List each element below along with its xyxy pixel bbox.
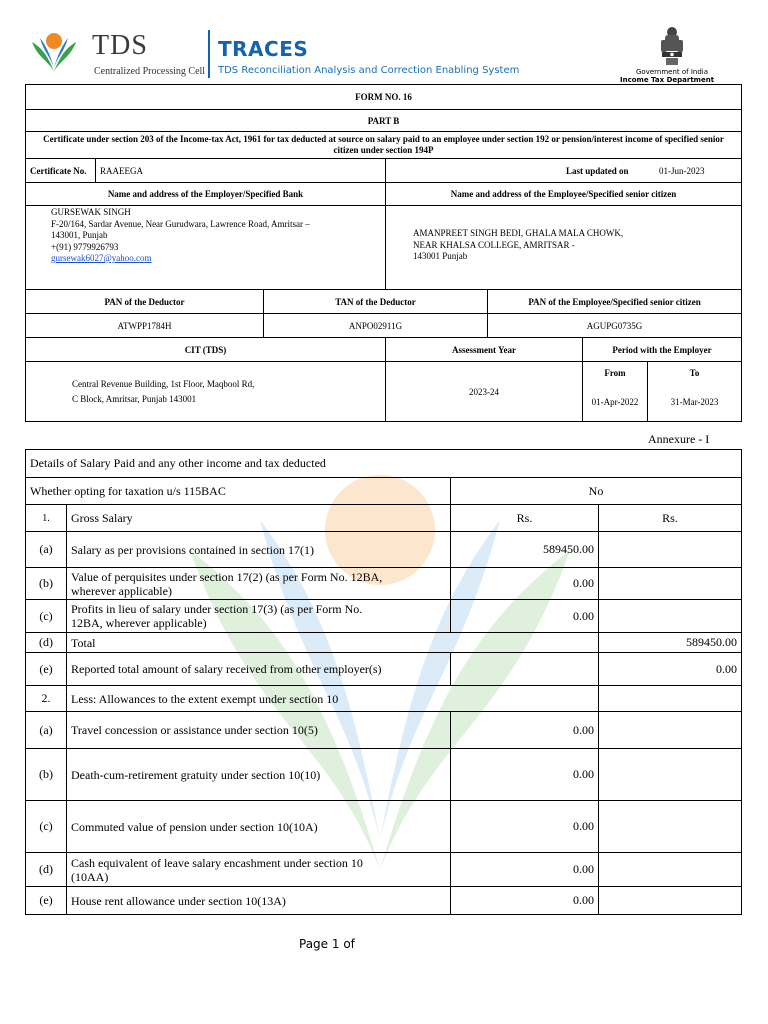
row-description: [67, 887, 451, 915]
cit-line1: Central Revenue Building, 1st Floor, Maqbool Rd,: [72, 378, 255, 389]
row-value: 0.00: [451, 749, 599, 801]
tan-deductor: ANPO02911G: [264, 314, 488, 338]
cit-line2: C Block, Amritsar, Punjab 143001: [72, 393, 197, 404]
row-total-value: [599, 749, 742, 801]
row-total-value: [599, 887, 742, 915]
table-row: [26, 653, 742, 686]
employee-address: [386, 206, 742, 290]
row-value: 0.00: [451, 801, 599, 853]
header: [0, 0, 768, 86]
form-description: Certificate under section 203 of the Income-tax Act, 1961 for tax deducted at source on salary paid to an employee under section 192 or pension/interest income of specified senior citizen under section 194P: [26, 132, 742, 159]
row-description: [67, 600, 451, 633]
salary-details-table: [25, 449, 742, 915]
rs-column-header: Rs.: [451, 505, 599, 532]
row-description-line1: Cash equivalent of leave salary encashment under section 10: [71, 855, 363, 870]
period-label: Period with the Employer: [583, 338, 742, 362]
row-description-line1: Less: Allowances to the extent exempt under section 10: [71, 691, 339, 706]
to-label: To: [648, 362, 742, 384]
from-date: 01-Apr-2022: [583, 384, 648, 422]
annexure-label: Annexure - I: [648, 432, 710, 446]
row-description-line1: House rent allowance under section 10(13A): [71, 893, 286, 908]
national-emblem-icon: [657, 26, 687, 68]
employee-line3: 143001 Punjab: [413, 251, 468, 261]
tds-logo-icon: [30, 28, 78, 76]
table-row: [26, 887, 742, 915]
gov-line2: Income Tax Department: [620, 76, 715, 84]
employee-line1: AMANPREET SINGH BEDI, GHALA MALA CHOWK,: [413, 228, 624, 238]
row-total-value: [599, 801, 742, 853]
table-row: [26, 801, 742, 853]
cit-label: CIT (TDS): [26, 338, 386, 362]
opting-label: Whether opting for taxation u/s 115BAC: [26, 478, 451, 505]
row-total-value: [599, 686, 742, 712]
assessment-year-label: Assessment Year: [386, 338, 583, 362]
part-b-table: [25, 84, 742, 422]
pan-deductor-label: PAN of the Deductor: [26, 290, 264, 314]
row-description: [67, 801, 451, 853]
row-total-value: [599, 532, 742, 568]
row-number: 2.: [26, 686, 67, 712]
employer-phone: +(91) 9779926793: [51, 241, 119, 252]
row-number: (d): [26, 853, 67, 887]
opting-value: No: [451, 478, 742, 505]
row-number: 1.: [26, 505, 67, 532]
row-value: 0.00: [451, 568, 599, 600]
employer-address2: 143001, Punjab: [51, 230, 108, 240]
pan-employee-label: PAN of the Employee/Specified senior citizen: [488, 290, 742, 314]
row-total-value: [599, 712, 742, 749]
row-total-value: 589450.00: [599, 633, 742, 653]
row-description: [67, 568, 451, 600]
table-row: [26, 532, 742, 568]
employer-name: GURSEWAK SINGH: [51, 207, 131, 217]
employer-header: Name and address of the Employer/Specified Bank: [26, 183, 386, 206]
employer-email-link[interactable]: gursewak6027@yahoo.com: [51, 253, 152, 263]
row-total-value: [599, 600, 742, 633]
row-value: 589450.00: [451, 532, 599, 568]
row-number: (e): [26, 653, 67, 686]
row-value: 0.00: [451, 887, 599, 915]
employee-line2: NEAR KHALSA COLLEGE, AMRITSAR -: [413, 239, 575, 250]
row-total-value: 0.00: [599, 653, 742, 686]
row-description: [67, 853, 451, 887]
employee-header: Name and address of the Employee/Specified senior citizen: [386, 183, 742, 206]
row-value: [451, 653, 599, 686]
row-number: (c): [26, 801, 67, 853]
row-number: (d): [26, 633, 67, 653]
row-number: (b): [26, 568, 67, 600]
employer-address1: F-20/164, Sardar Avenue, Near Gurudwara, Lawrence Road, Amritsar –: [51, 218, 310, 229]
row-description: [67, 505, 451, 532]
row-description-line1: Total: [71, 635, 96, 650]
form-title: FORM NO. 16: [26, 85, 742, 110]
row-total-value: [599, 568, 742, 600]
row-description-line1: Salary as per provisions contained in section 17(1): [71, 542, 314, 557]
row-number: (e): [26, 887, 67, 915]
row-number: (b): [26, 749, 67, 801]
cit-address: [26, 362, 386, 422]
last-updated-date: 01-Jun-2023: [659, 166, 705, 176]
traces-subtitle: TDS Reconciliation Analysis and Correction Enabling System: [218, 65, 520, 76]
row-description: [67, 749, 451, 801]
header-divider: [208, 30, 210, 78]
tds-subtitle: Centralized Processing Cell: [94, 66, 206, 77]
row-description-line1: Death-cum-retirement gratuity under section 10(10): [71, 767, 321, 782]
table-row: [26, 749, 742, 801]
table-row: [26, 712, 742, 749]
salary-rows: [26, 505, 742, 915]
certificate-label: Certificate No.: [26, 159, 96, 183]
tan-deductor-label: TAN of the Deductor: [264, 290, 488, 314]
pan-deductor: ATWPP1784H: [26, 314, 264, 338]
last-updated-label: Last updated on: [566, 166, 629, 176]
row-total-value: [599, 853, 742, 887]
row-description: [67, 686, 599, 712]
row-description-line1: Profits in lieu of salary under section 17(3) (as per Form No.: [71, 602, 363, 616]
to-date: 31-Mar-2023: [648, 384, 742, 422]
table-row: [26, 633, 742, 653]
row-description-line1: Travel concession or assistance under section 10(5): [71, 723, 318, 737]
tds-title: TDS: [92, 30, 148, 61]
details-title: Details of Salary Paid and any other income and tax deducted: [26, 450, 742, 478]
row-number: (a): [26, 532, 67, 568]
part-title: PART B: [26, 110, 742, 132]
table-row: [26, 505, 742, 532]
row-description: [67, 633, 599, 653]
pan-employee: AGUPG0735G: [488, 314, 742, 338]
table-row: [26, 853, 742, 887]
table-row: [26, 568, 742, 600]
row-value: 0.00: [451, 853, 599, 887]
row-description-line1: Reported total amount of salary received from other employer(s): [71, 662, 382, 676]
row-description-line1: Commuted value of pension under section 10(10A): [71, 819, 318, 834]
row-description-line1: Gross Salary: [71, 511, 133, 525]
row-value: 0.00: [451, 712, 599, 749]
row-description-line1: Value of perquisites under section 17(2) (as per Form No. 12BA,: [71, 569, 383, 584]
row-description-line2: (10AA): [71, 869, 109, 884]
row-description: [67, 712, 451, 749]
row-description: [67, 653, 451, 686]
employer-address: [26, 206, 386, 290]
page-number: Page 1 of: [299, 937, 355, 951]
table-row: [26, 600, 742, 633]
row-number: (a): [26, 712, 67, 749]
row-number: (c): [26, 600, 67, 633]
gov-line1: Government of India: [636, 68, 709, 76]
traces-title: TRACES: [218, 37, 309, 61]
assessment-year: 2023-24: [386, 362, 583, 422]
last-updated-cell: [386, 159, 742, 183]
row-description: [67, 532, 451, 568]
row-description-line2: wherever applicable): [71, 583, 172, 598]
rs-column-header: Rs.: [599, 505, 742, 532]
row-description-line2: 12BA, wherever applicable): [71, 616, 207, 630]
from-label: From: [583, 362, 648, 384]
certificate-no: RAAEEGA: [96, 159, 386, 183]
table-row: [26, 686, 742, 712]
row-value: 0.00: [451, 600, 599, 633]
